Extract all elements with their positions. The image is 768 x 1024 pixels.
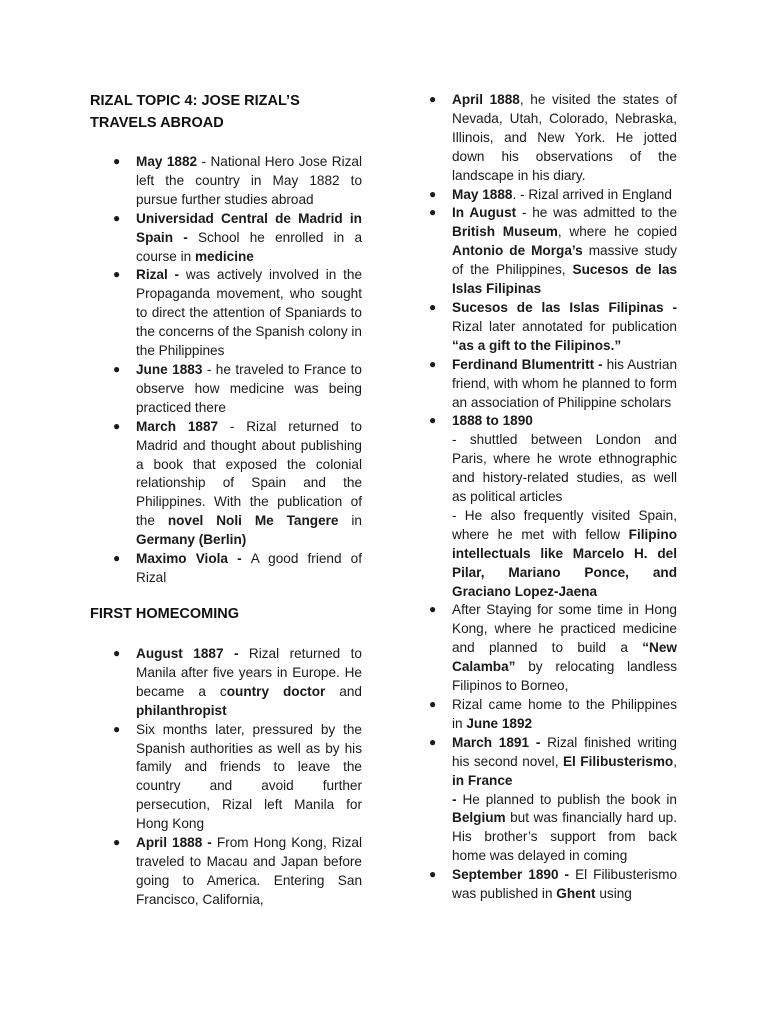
list-item: ● April 1888, he visited the states of Nevada, Utah, Colorado, Nebraska, Illinois, and New York. He jotted down his observations of the landscape in his diary. (429, 92, 677, 183)
bullet-icon: ● (429, 867, 437, 882)
document-title: RIZAL TOPIC 4: JOSE RIZAL’S TRAVELS ABROAD (90, 93, 300, 131)
bullet-icon: ● (113, 361, 121, 376)
bullet-icon: ● (113, 418, 121, 433)
list-item: ● After Staying for some time in Hong Kong, where he practiced medicine and planned to build a “New Calamba” by relocating landless Filipinos to Borneo, (429, 602, 677, 694)
list-item: ● Sucesos de las Islas Filipinas - Rizal later annotated for publication “as a gift to the Filipinos.” (429, 299, 677, 353)
list-item: ● May 1888. - Rizal arrived in England (429, 186, 672, 202)
bullet-icon: ● (113, 267, 121, 282)
bullet-icon: ● (113, 646, 121, 660)
list-item: ● September 1890 - El Filibusterismo was published in Ghent using (429, 867, 678, 902)
bullet-icon: ● (429, 299, 437, 314)
list-item: ● April 1888 - From Hong Kong, Rizal traveled to Macau and Japan before going to America. Entering San Francisco, California, (113, 835, 362, 907)
bullet-icon: ● (429, 356, 437, 371)
bullet-icon: ● (429, 734, 437, 749)
list-item: ● August 1887 - Rizal returned to Manila after five years in Europe. He became a country doctor and philanthropist (113, 646, 362, 718)
list-item: ● Rizal - was actively involved in the Propaganda movement, who sought to direct the attention of Spaniards to the concerns of the Spanish colony in the Philippines (113, 267, 362, 359)
bullet-icon: ● (113, 721, 121, 736)
bullet-icon: ● (113, 551, 121, 566)
bullet-icon: ● (429, 92, 437, 106)
list-item: ● Ferdinand Blumentritt - his Austrian friend, with whom he planned to form an association of Philippine scholars (429, 356, 677, 410)
bullet-icon: ● (429, 186, 437, 201)
list-item: ● Universidad Central de Madrid in Spain - School he enrolled in a course in medicine (113, 210, 362, 264)
bullet-icon: ● (429, 602, 437, 617)
bullet-icon: ● (113, 835, 121, 850)
travels-list (90, 153, 362, 588)
list-item: ● May 1882 - National Hero Jose Rizal left the country in May 1882 to pursue further studies abroad (113, 154, 362, 207)
bullet-icon: ● (429, 205, 437, 220)
list-item: ● June 1883 - he traveled to France to observe how medicine was being practiced there (113, 361, 362, 415)
bullet-icon: ● (113, 154, 121, 168)
list-item: ● 1888 to 1890 - shuttled between London and Paris, where he wrote ethnographic and history-related studies, as well as political articles - He also frequently visited Spain, where he met with fellow Filipino intellectuals like Marcelo H. del Pilar, Mariano Ponce, and Graciano Lopez-Jaena (429, 413, 677, 599)
list-item: ● Rizal came home to the Philippines in June 1892 (429, 697, 677, 731)
list-item: ● March 1891 - Rizal finished writing his second novel, El Filibusterismo, in France - He planned to publish the book in Belgium but was financially hard up. His brother’s support from back home was delayed in coming (429, 734, 677, 864)
bullet-icon: ● (429, 697, 437, 711)
bullet-icon: ● (113, 210, 121, 225)
section-heading: FIRST HOMECOMING (90, 606, 240, 622)
homecoming-list (90, 645, 362, 910)
list-item: ● Maximo Viola - A good friend of Rizal (113, 551, 362, 585)
list-item: ● In August - he was admitted to the British Museum, where he copied Antonio de Morga’s massive study of the Philippines, Sucesos de las Islas Filipinas (429, 205, 678, 297)
bullet-icon: ● (429, 413, 437, 428)
list-item: ● Six months later, pressured by the Spanish authorities as well as by his family and friends to leave the country and avoid further persecution, Rizal left Manila for Hong Kong (113, 721, 362, 832)
list-item: ● March 1887 - Rizal returned to Madrid and thought about publishing a book that exposed the colonial relationship of Spain and the Philippines. With the publication of the novel Noli Me Tangere in Germany (Berlin) (113, 418, 362, 548)
right-column-list (429, 91, 677, 904)
